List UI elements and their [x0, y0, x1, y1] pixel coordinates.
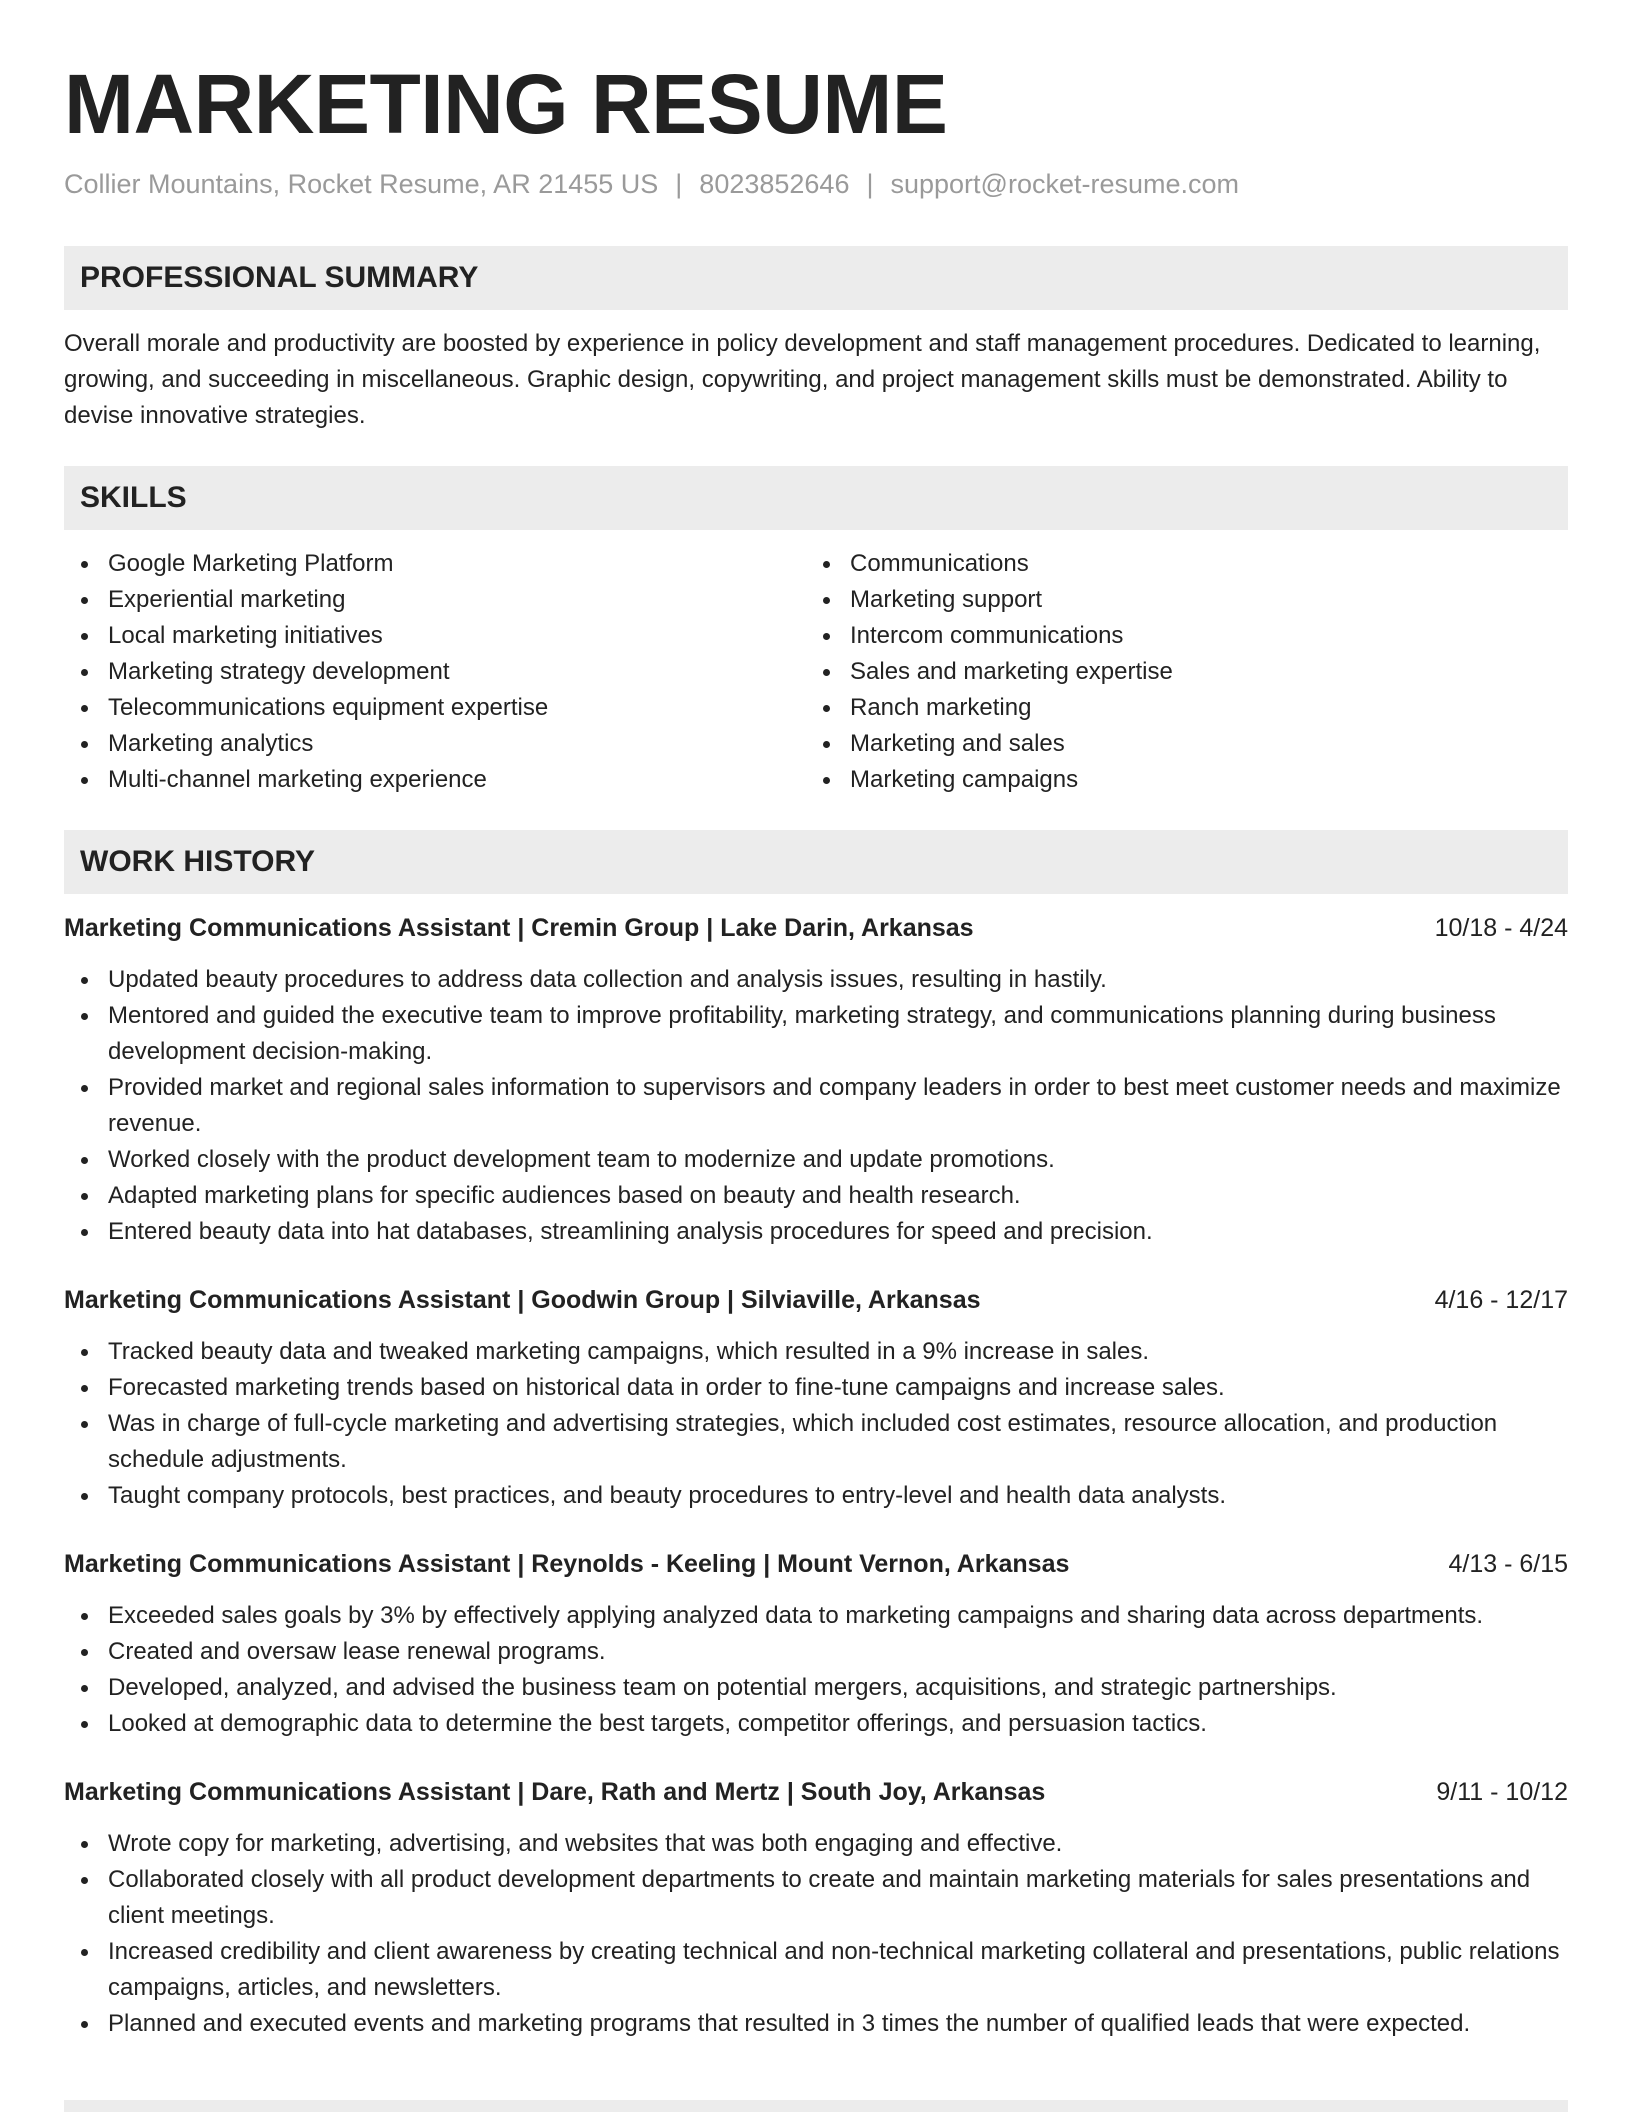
job-title: Marketing Communications Assistant | Goodwin Group | Silviaville, Arkansas — [64, 1285, 981, 1314]
contact-address: Collier Mountains, Rocket Resume, AR 21455 US — [64, 169, 659, 199]
job-entry — [64, 1280, 1568, 1514]
job-bullet: Entered beauty data into hat databases, streamlining analysis procedures for speed and precision. — [64, 1214, 1568, 1250]
job-bullet: Looked at demographic data to determine the best targets, competitor offerings, and persuasion tactics. — [64, 1706, 1568, 1742]
contact-line — [64, 162, 1568, 206]
job-bullet: Exceeded sales goals by 3% by effectively applying analyzed data to marketing campaigns and sharing data across departments. — [64, 1598, 1568, 1634]
skill-item: Google Marketing Platform — [64, 546, 806, 582]
job-title: Marketing Communications Assistant | Cremin Group | Lake Darin, Arkansas — [64, 913, 974, 942]
job-bullet: Provided market and regional sales information to supervisors and company leaders in order to best meet customer needs and maximize revenue. — [64, 1070, 1568, 1142]
skill-item: Sales and marketing expertise — [806, 654, 1548, 690]
job-header — [64, 1280, 1568, 1320]
work-history-section — [64, 830, 1568, 2042]
job-bullets — [64, 1598, 1568, 1742]
job-bullets — [64, 1334, 1568, 1514]
job-header — [64, 908, 1568, 948]
job-entry — [64, 908, 1568, 1250]
job-bullet: Created and oversaw lease renewal programs. — [64, 1634, 1568, 1670]
next-section-heading-band — [64, 2100, 1568, 2112]
job-header — [64, 1544, 1568, 1584]
resume-title: MARKETING RESUME — [64, 57, 948, 151]
skill-item: Marketing and sales — [806, 726, 1548, 762]
skill-item: Multi-channel marketing experience — [64, 762, 806, 798]
job-dates: 10/18 - 4/24 — [1434, 913, 1568, 942]
job-bullet: Wrote copy for marketing, advertising, and websites that was both engaging and effective. — [64, 1826, 1568, 1862]
skill-item: Communications — [806, 546, 1548, 582]
job-bullet: Mentored and guided the executive team to improve profitability, marketing strategy, and communications planning during business development decision-making. — [64, 998, 1568, 1070]
skill-item: Marketing strategy development — [64, 654, 806, 690]
skills-list-right — [806, 546, 1548, 798]
professional-summary-section — [64, 246, 1568, 434]
job-bullet: Planned and executed events and marketing programs that resulted in 3 times the number of qualified leads that were expected. — [64, 2006, 1568, 2042]
skill-item: Marketing campaigns — [806, 762, 1548, 798]
skill-item: Ranch marketing — [806, 690, 1548, 726]
skills-columns — [64, 546, 1568, 798]
job-list — [64, 908, 1568, 2042]
section-heading: WORK HISTORY — [64, 830, 1568, 894]
job-bullets — [64, 962, 1568, 1250]
resume-page — [64, 0, 1568, 2042]
section-heading: SKILLS — [64, 466, 1568, 530]
job-bullet: Was in charge of full-cycle marketing and advertising strategies, which included cost estimates, resource allocation, and production schedule adjustments. — [64, 1406, 1568, 1478]
section-heading: PROFESSIONAL SUMMARY — [64, 246, 1568, 310]
job-bullet: Taught company protocols, best practices, and beauty procedures to entry-level and health data analysts. — [64, 1478, 1568, 1514]
job-bullet: Increased credibility and client awareness by creating technical and non-technical marketing collateral and presentations, public relations campaigns, articles, and newsletters. — [64, 1934, 1568, 2006]
job-bullet: Adapted marketing plans for specific audiences based on beauty and health research. — [64, 1178, 1568, 1214]
job-bullet: Worked closely with the product development team to modernize and update promotions. — [64, 1142, 1568, 1178]
job-bullet: Updated beauty procedures to address data collection and analysis issues, resulting in hastily. — [64, 962, 1568, 998]
job-entry — [64, 1544, 1568, 1742]
job-dates: 4/13 - 6/15 — [1448, 1549, 1568, 1578]
skills-list-left — [64, 546, 806, 798]
skill-item: Marketing support — [806, 582, 1548, 618]
skill-item: Telecommunications equipment expertise — [64, 690, 806, 726]
job-entry — [64, 1772, 1568, 2042]
contact-phone: 8023852646 — [699, 169, 850, 199]
skills-section — [64, 466, 1568, 798]
summary-text: Overall morale and productivity are boosted by experience in policy development and staff management procedures. Dedicated to learning, growing, and succeeding in miscellaneous. Graphic design, copywriting, and project management skills must be demonstrated. Ability to devise innovative strategies. — [64, 330, 1541, 429]
job-dates: 9/11 - 10/12 — [1436, 1777, 1568, 1806]
job-title: Marketing Communications Assistant | Dare, Rath and Mertz | South Joy, Arkansas — [64, 1777, 1046, 1806]
contact-email: support@rocket-resume.com — [890, 169, 1240, 199]
job-bullets — [64, 1826, 1568, 2042]
job-bullet: Developed, analyzed, and advised the business team on potential mergers, acquisitions, and strategic partnerships. — [64, 1670, 1568, 1706]
skill-item: Intercom communications — [806, 618, 1548, 654]
skill-item: Experiential marketing — [64, 582, 806, 618]
job-bullet: Tracked beauty data and tweaked marketing campaigns, which resulted in a 9% increase in sales. — [64, 1334, 1568, 1370]
job-header — [64, 1772, 1568, 1812]
contact-separator: | — [866, 169, 874, 199]
contact-separator: | — [675, 169, 683, 199]
job-title: Marketing Communications Assistant | Reynolds - Keeling | Mount Vernon, Arkansas — [64, 1549, 1070, 1578]
job-bullet: Collaborated closely with all product development departments to create and maintain marketing materials for sales presentations and client meetings. — [64, 1862, 1568, 1934]
skill-item: Local marketing initiatives — [64, 618, 806, 654]
job-dates: 4/16 - 12/17 — [1434, 1285, 1568, 1314]
job-bullet: Forecasted marketing trends based on historical data in order to fine-tune campaigns and increase sales. — [64, 1370, 1568, 1406]
skill-item: Marketing analytics — [64, 726, 806, 762]
